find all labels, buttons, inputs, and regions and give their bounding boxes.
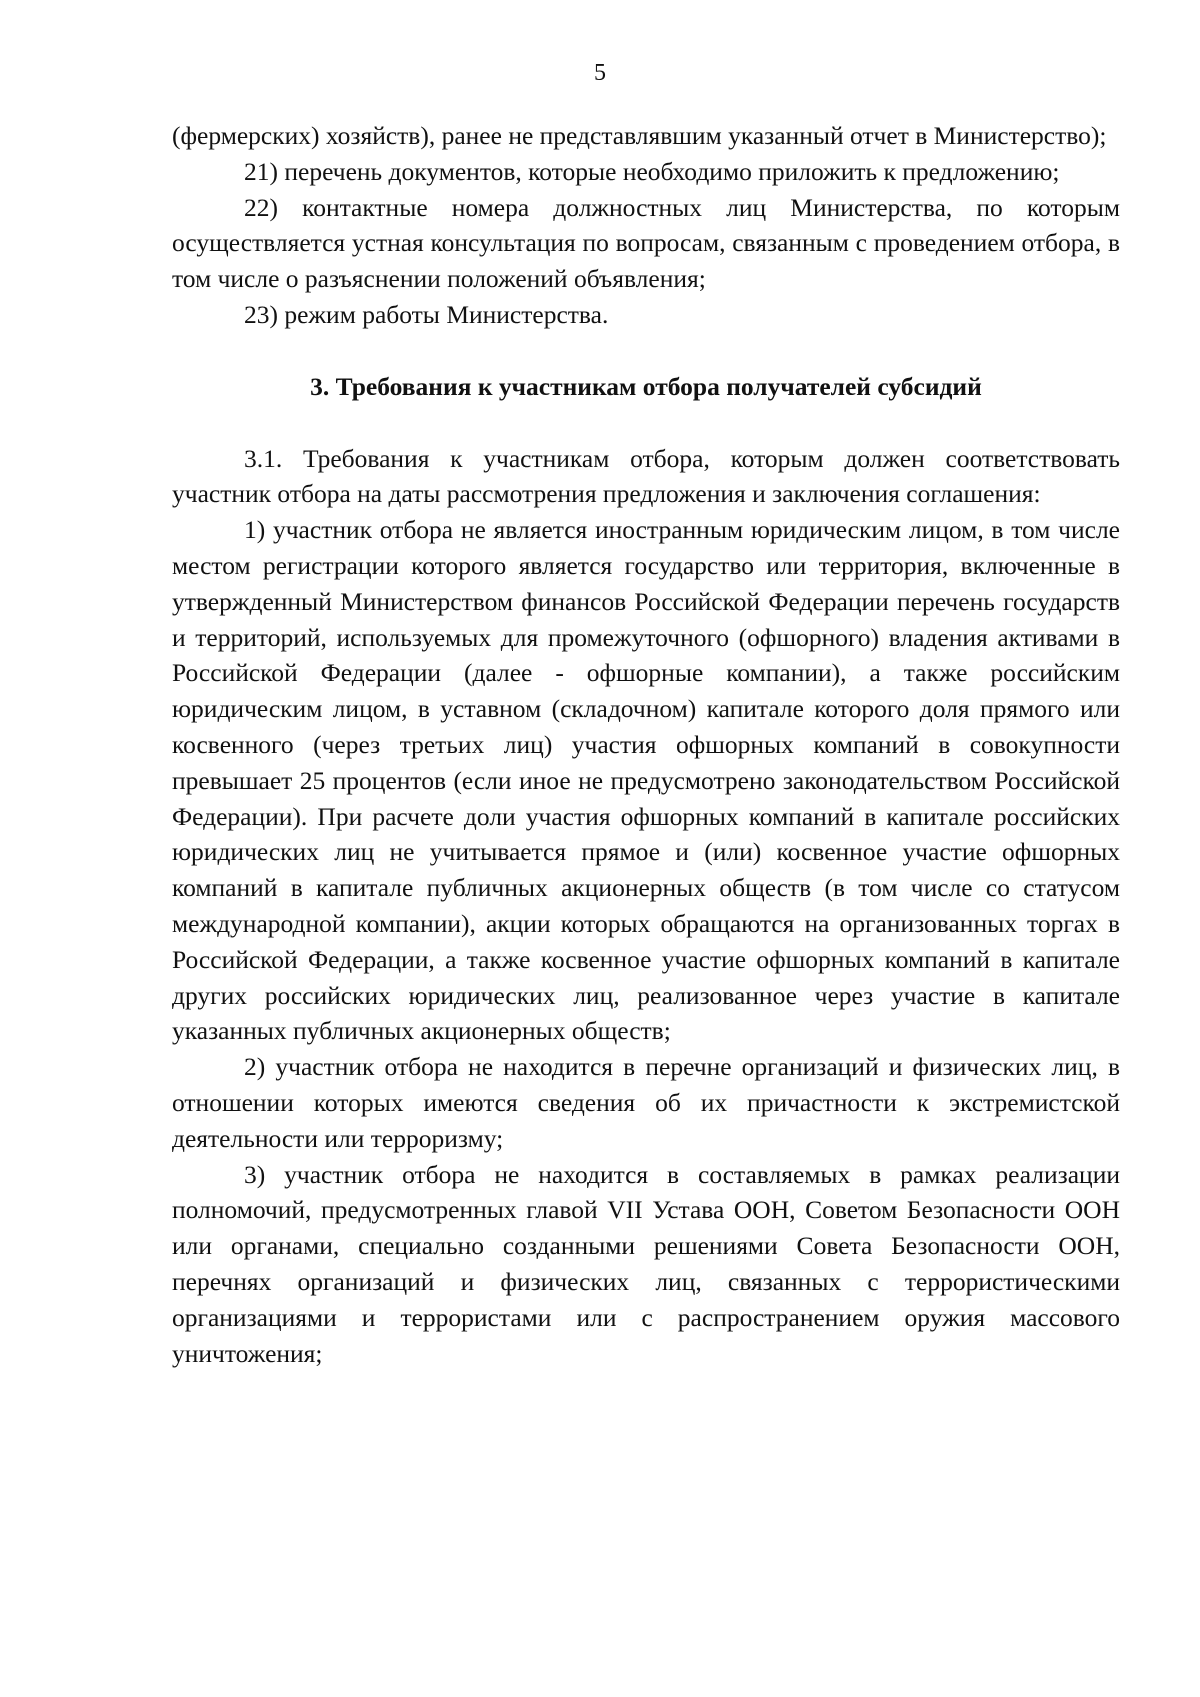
list-item-22: 22) контактные номера должностных лиц Министерства, по которым осуществляется устная консультация по вопросам, связанным с проведением отбора, в том числе о разъяснении положений объявления;: [172, 192, 1120, 294]
document-body: [172, 118, 1120, 1371]
requirement-item-3: 3) участник отбора не находится в составляемых в рамках реализации полномочий, предусмотренных главой VII Устава ООН, Советом Безопасности ООН или органами, специально созданными решениями Совета Безопасности ООН, перечнях организаций и физических лиц, связанных с террористическими организациями и террористами или с распространением оружия массового уничтожения;: [172, 1159, 1120, 1368]
requirement-item-2: 2) участник отбора не находится в перечне организаций и физических лиц, в отношении которых имеются сведения об их причастности к экстремистской деятельности или терроризму;: [172, 1052, 1120, 1153]
requirement-item-1: 1) участник отбора не является иностранным юридическим лицом, в том числе местом регистрации которого является государство или территория, включенные в утвержденный Министерством финансов Российской Федерации перечень государств и территорий, используемых для промежуточного (офшорного) владения активами в Российской Федерации (далее - офшорные компании), а также российским юридическим лицом, в уставном (складочном) капитале которого доля прямого или косвенного (через третьих лиц) участия офшорных компаний в совокупности превышает 25 процентов (если иное не предусмотрено законодательством Российской Федерации). При расчете доли участия офшорных компаний в капитале российских юридических лиц не учитывается прямое и (или) косвенное участие офшорных компаний в капитале публичных акционерных обществ (в том числе со статусом международной компании), акции которых обращаются на организованных торгах в Российской Федерации, а также косвенное участие офшорных компаний в капитале других российских юридических лиц, реализованное через участие в капитале указанных публичных акционерных обществ;: [172, 515, 1120, 1046]
paragraph: (фермерских) хозяйств), ранее не представлявшим указанный отчет в Министерство);: [172, 121, 1107, 150]
page-number: 5: [594, 60, 606, 86]
list-item-21: 21) перечень документов, которые необходимо приложить к предложению;: [244, 156, 1060, 186]
list-item-23: 23) режим работы Министерства.: [244, 299, 609, 329]
section-heading: 3. Требования к участникам отбора получателей субсидий: [310, 371, 982, 401]
clause-3-1: 3.1. Требования к участникам отбора, которым должен соответствовать участник отбора на даты рассмотрения предложения и заключения соглашения:: [172, 443, 1120, 509]
